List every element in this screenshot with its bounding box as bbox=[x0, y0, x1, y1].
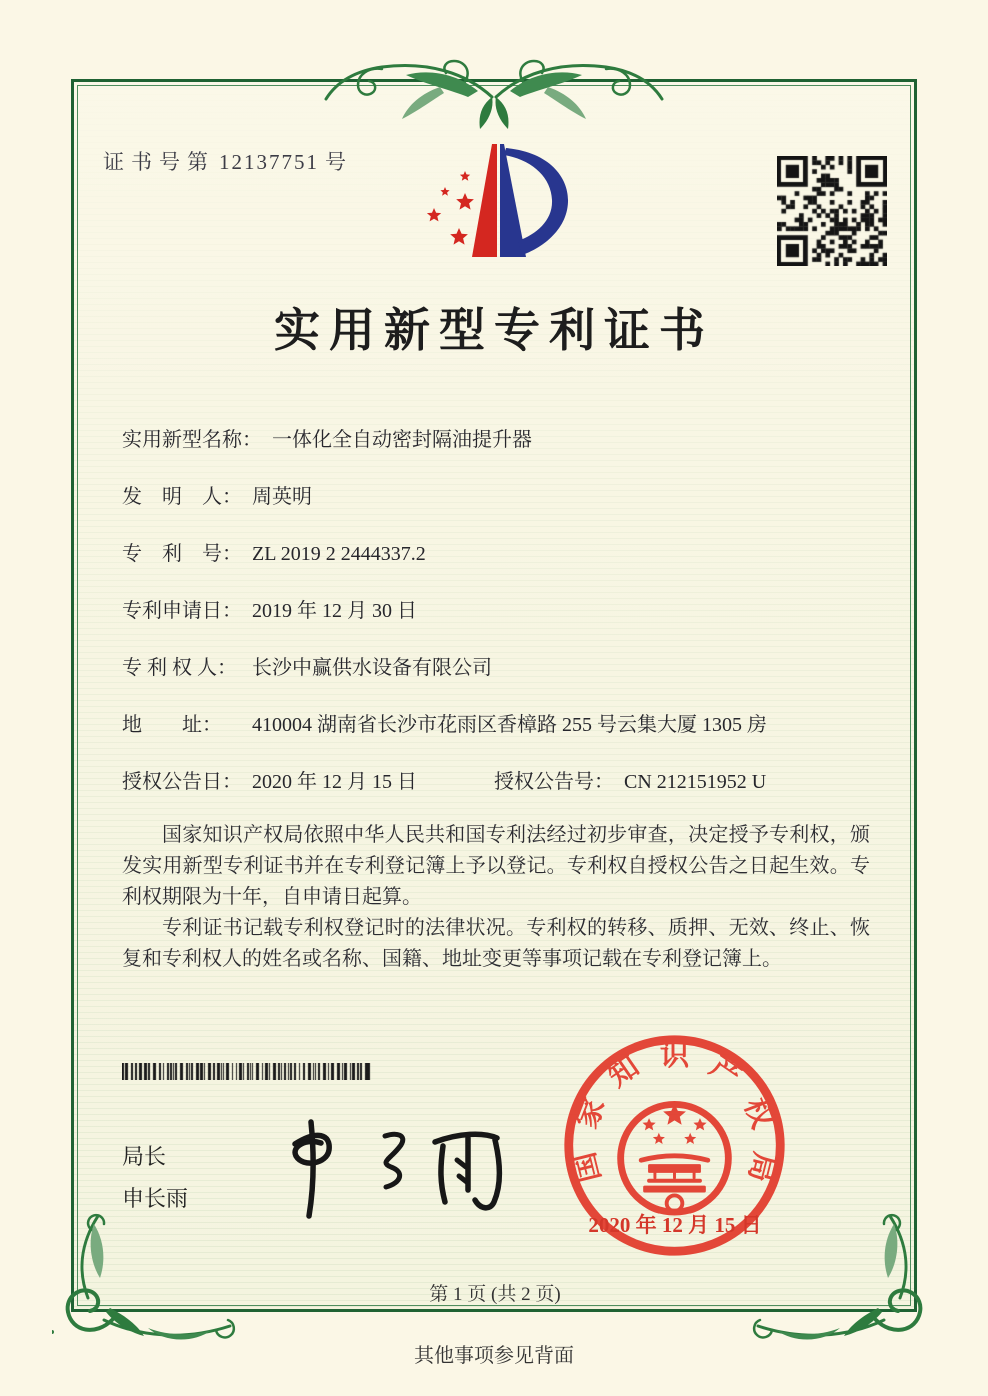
field-row-filing-date bbox=[122, 594, 417, 622]
field-label: 发 明 人： bbox=[122, 486, 242, 508]
field-label: 地 址： bbox=[122, 714, 222, 736]
field-value: 长沙中赢供水设备有限公司 bbox=[252, 657, 492, 679]
field-value: 2020 年 12 月 15 日 bbox=[252, 771, 417, 793]
certificate-number-prefix: 证书号第 bbox=[103, 150, 215, 174]
seal-char: 权 bbox=[737, 1094, 779, 1133]
top-flourish-ornament-icon bbox=[324, 40, 664, 136]
seal-char: 局 bbox=[742, 1148, 781, 1186]
field-value: CN 212151952 U bbox=[624, 771, 767, 793]
commissioner-role: 局长 bbox=[122, 1144, 167, 1169]
field-row-grant bbox=[122, 765, 767, 793]
legal-text bbox=[122, 820, 870, 975]
page-number: 第 1 页 (共 2 页) bbox=[429, 1284, 561, 1305]
field-label: 授权公告日： bbox=[122, 771, 242, 793]
seal-char: 识 bbox=[659, 1040, 690, 1073]
seal-char: 产 bbox=[703, 1050, 747, 1094]
legal-paragraph-2: 专利证书记载专利权登记时的法律状况。专利权的转移、质押、无效、终止、恢复和专利权人的姓名或名称、国籍、地址变更等事项记载在专利登记簿上。 bbox=[122, 917, 870, 970]
bottom-left-flourish-ornament-icon bbox=[52, 1200, 242, 1355]
field-label: 专 利 号： bbox=[122, 543, 242, 565]
document-title: 实用新型专利证书 bbox=[274, 305, 714, 356]
seal-char: 家 bbox=[570, 1094, 612, 1133]
certificate-number bbox=[103, 146, 353, 176]
field-value: 2019 年 12 月 30 日 bbox=[252, 600, 417, 622]
signature-icon bbox=[265, 1110, 515, 1228]
certificate-number-suffix: 号 bbox=[325, 150, 353, 174]
back-side-note: 其他事项参见背面 bbox=[414, 1345, 574, 1367]
field-value: 一体化全自动密封隔油提升器 bbox=[272, 429, 532, 451]
qr-code-icon bbox=[777, 156, 887, 266]
field-value: 410004 湖南省长沙市花雨区香樟路 255 号云集大厦 1305 房 bbox=[252, 714, 767, 736]
cnipa-logo-icon bbox=[412, 138, 582, 273]
seal-char: 国 bbox=[568, 1148, 607, 1186]
field-value: ZL 2019 2 2444337.2 bbox=[252, 543, 426, 565]
national-emblem-icon bbox=[621, 1103, 729, 1212]
legal-paragraph-1: 国家知识产权局依照中华人民共和国专利法经过初步审查，决定授予专利权，颁发实用新型专利证书并在专利登记簿上予以登记。专利权自授权公告之日起生效。专利权期限为十年，自申请日起算。 bbox=[122, 824, 870, 908]
field-row-patentee bbox=[122, 651, 492, 679]
commissioner-name: 申长雨 bbox=[122, 1186, 189, 1211]
field-label: 实用新型名称： bbox=[122, 429, 262, 451]
field-label: 专利申请日： bbox=[122, 600, 242, 622]
field-row-inventor bbox=[122, 480, 312, 508]
barcode-icon bbox=[122, 1063, 372, 1080]
field-row-address bbox=[122, 708, 767, 736]
field-row-name bbox=[122, 423, 532, 451]
certificate-number-value: 12137751 bbox=[219, 150, 319, 174]
field-label: 授权公告号： bbox=[494, 771, 614, 793]
seal-date: 2020 年 12 月 15 日 bbox=[588, 1213, 762, 1237]
seal-char: 知 bbox=[602, 1050, 646, 1094]
field-row-patent-number bbox=[122, 537, 426, 565]
field-value: 周英明 bbox=[252, 486, 312, 508]
field-label: 专 利 权 人： bbox=[122, 657, 237, 679]
field-grant-number bbox=[494, 765, 766, 794]
